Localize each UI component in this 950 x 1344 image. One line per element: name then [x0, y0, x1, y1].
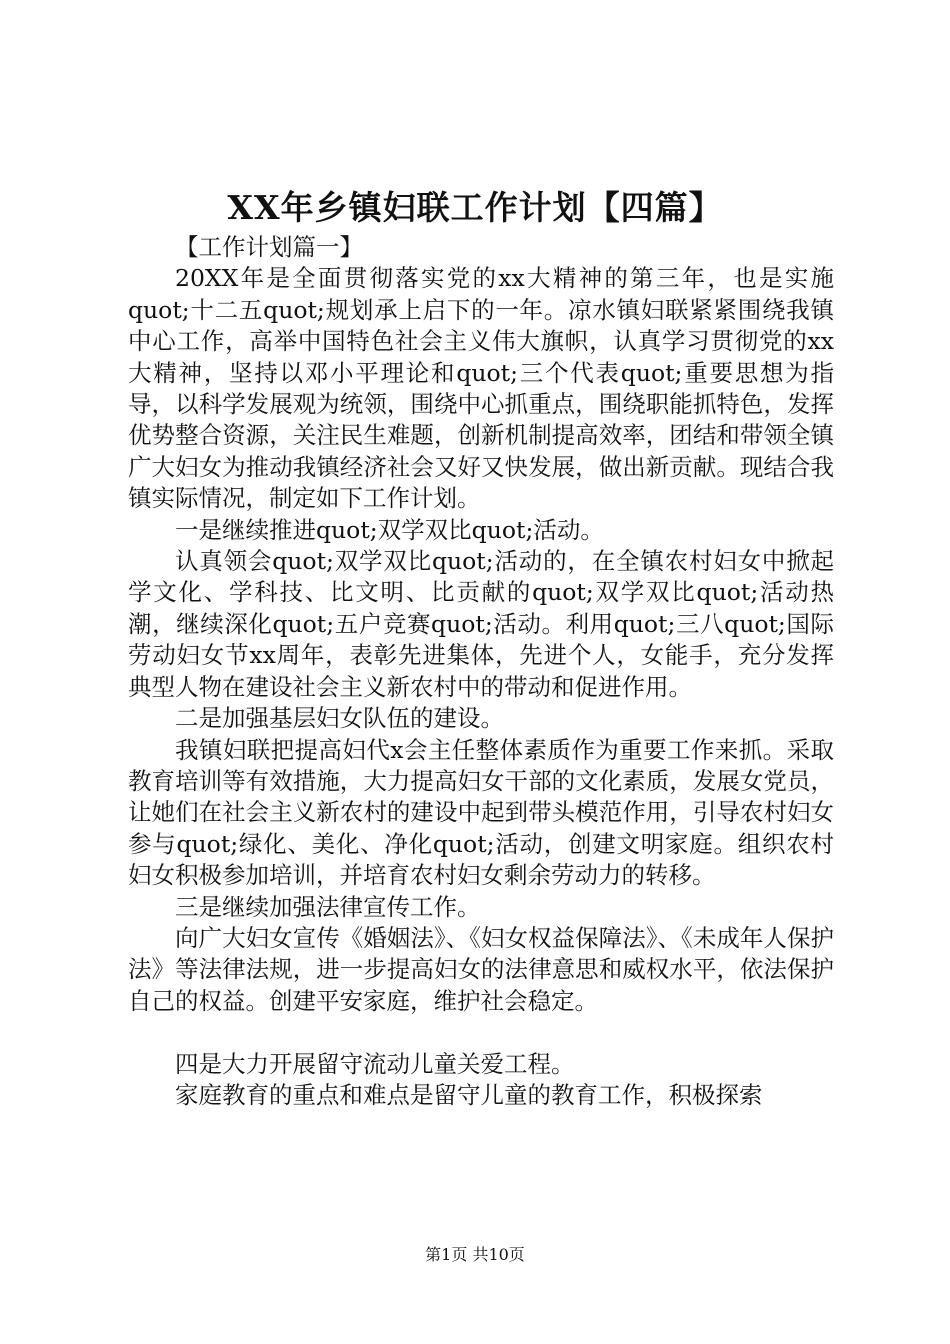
- document-title: XX年乡镇妇联工作计划【四篇】: [227, 188, 723, 227]
- paragraph-spacer: [128, 1017, 834, 1048]
- section-heading: 【工作计划篇一】: [175, 233, 363, 261]
- item-heading: 四是大力开展留守流动儿童关爱工程。: [175, 1049, 575, 1078]
- item-heading: 三是继续加强法律宣传工作。: [175, 892, 481, 921]
- body-paragraph: 我镇妇联把提高妇代x会主任整体素质作为重要工作来抓。采取教育培训等有效措施，大力提高妇女干部的文化素质，发展女党员，让她们在社会主义新农村的建设中起到带头模范作用，引导农村妇女参与quot;绿化、美化、净化quot;活动，创建文明家庭。组织农村妇女积极参加培训，并培育农村妇女剩余劳动力的转移。: [128, 735, 834, 890]
- page-number-footer: 第1页 共10页: [425, 1245, 525, 1264]
- body-paragraph: 20XX年是全面贯彻落实党的xx大精神的第三年，也是实施quot;十二五quot;规划承上启下的一年。凉水镇妇联紧紧围绕我镇中心工作，高举中国特色社会主义伟大旗帜，认真学习贯彻党的xx大精神，坚持以邓小平理论和quot;三个代表quot;重要思想为指导，以科学发展观为统领，围绕中心抓重点，围绕职能抓特色，发挥优势整合资源，关注民生难题，创新机制提高效率，团结和带领全镇广大妇女为推动我镇经济社会又好又快发展，做出新贡献。现结合我镇实际情况，制定如下工作计划。: [128, 264, 834, 513]
- body-paragraph: 向广大妇女宣传《婚姻法》、《妇女权益保障法》、《未成年人保护法》等法律法规，进一步提高妇女的法律意思和威权水平，依法保护自己的权益。创建平安家庭，维护社会稳定。: [128, 923, 834, 1015]
- item-heading: 一是继续推进quot;双学双比quot;活动。: [175, 515, 604, 544]
- item-heading: 二是加强基层妇女队伍的建设。: [175, 704, 504, 733]
- body-paragraph: 家庭教育的重点和难点是留守儿童的教育工作，积极探索: [175, 1080, 763, 1109]
- body-paragraph: 认真领会quot;双学双比quot;活动的，在全镇农村妇女中掀起学文化、学科技、比文明、比贡献的quot;双学双比quot;活动热潮，继续深化quot;五户竞赛quot;活动。利用quot;三八quot;国际劳动妇女节xx周年，表彰先进集体，先进个人，女能手，充分发挥典型人物在建设社会主义新农村中的带动和促进作用。: [128, 547, 834, 701]
- document-body: [128, 232, 834, 1111]
